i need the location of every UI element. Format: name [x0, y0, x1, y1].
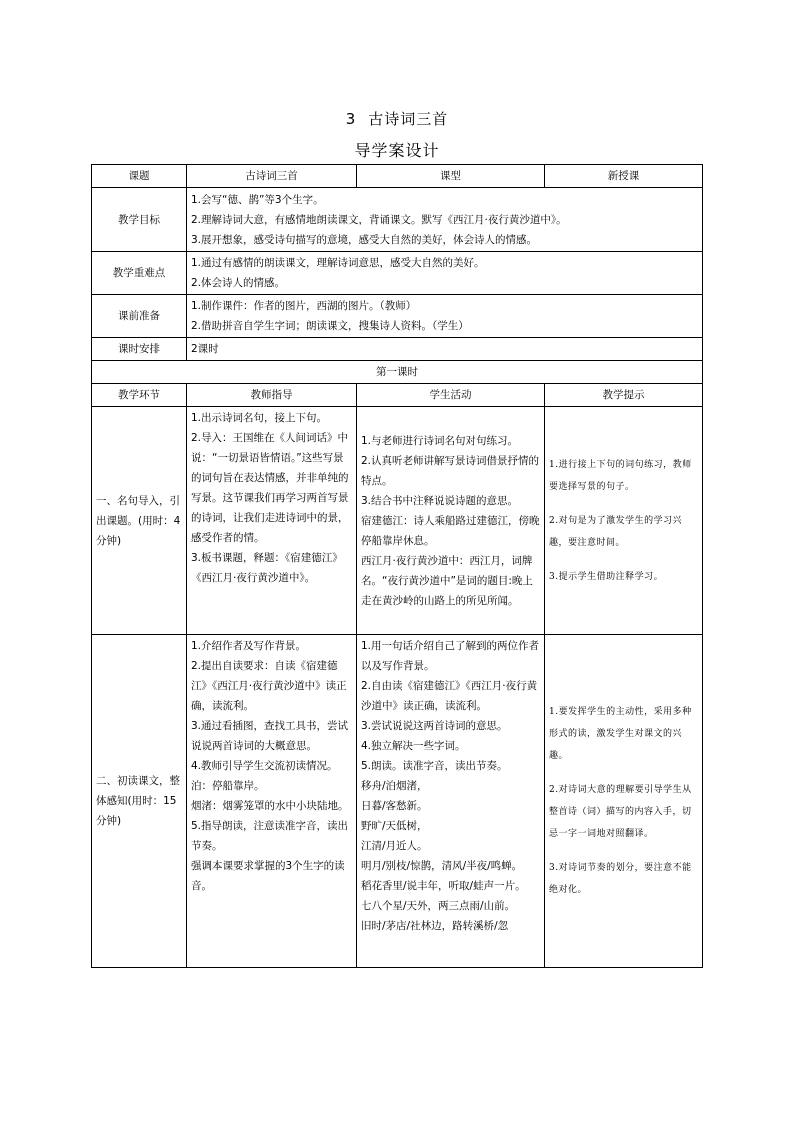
teacher-guidance [187, 635, 357, 968]
hint-item: 1.进行接上下句的词句练习，教师要选择写景的句子。 [549, 459, 692, 492]
teacher-item: 强调本课要求掌握的3个生字的读音。 [191, 860, 345, 892]
teacher-item: 4.教师引导学生交流初读情况。 [191, 760, 338, 772]
student-item: 旧时/茅店/社林边，路转溪桥/忽 [361, 920, 509, 932]
goals-label: 教学目标 [92, 188, 187, 252]
lesson1-title: 第一课时 [92, 361, 703, 384]
step-label: 一、名句导入，引出课题。(用时：4分钟) [92, 407, 187, 635]
teacher-item: 3.通过看插图，查找工具书，尝试说说两首诗词的大概意思。 [191, 720, 349, 752]
hint-item: 2.对句是为了激发学生的学习兴趣，要注意时间。 [549, 515, 683, 548]
teacher-item: 5.指导朗读，注意读准字音，读出节奏。 [191, 820, 349, 852]
teacher-item: 3.板书课题，释题：《宿建德江》《西江月·夜行黄沙道中》。 [191, 552, 343, 584]
student-activity [357, 407, 545, 635]
focus-item: 2.体会诗人的情感。 [191, 277, 286, 289]
lesson-title-row [92, 361, 703, 384]
teacher-item: 1.介绍作者及写作背景。 [191, 640, 307, 652]
topic-row [92, 165, 703, 188]
goals-list [187, 188, 703, 252]
student-item: 1.用一句话介绍自己了解到的两位作者以及写作背景。 [361, 640, 540, 672]
hint-item: 2.对诗词大意的理解要引导学生从整首诗（词）描写的内容入手，切忌一字一词地对照翻译。 [549, 785, 692, 839]
topic-label: 课题 [92, 165, 187, 188]
teacher-item: 2.导入：王国维在《人间词话》中说：“一切景语皆情语。”这些写景的词句旨在表达情感，并非单纯的写景。这节课我们再学习两首写景的诗词，让我们走进诗词中的景，感受作者的情。 [191, 432, 349, 544]
student-item: 明月/别枝/惊鹊，清风/半夜/鸣蝉。 [361, 860, 523, 872]
student-item: 1.与老师进行诗词名句对句练习。 [361, 434, 519, 447]
prep-item: 2.借助拼音自学生字词；朗读课文，搜集诗人资料。（学生） [191, 320, 469, 332]
goal-item: 2.理解诗词大意，有感情地朗读课文，背诵课文。默写《西江月·夜行黄沙道中》。 [191, 213, 567, 226]
teacher-item: 泊：停船靠岸。 [191, 780, 265, 792]
type-label: 课型 [357, 165, 545, 188]
col-header-step: 教学环节 [92, 384, 187, 407]
column-header-row [92, 384, 703, 407]
goals-row [92, 188, 703, 252]
student-item: 野旷/天低树， [361, 820, 428, 832]
col-header-teacher: 教师指导 [187, 384, 357, 407]
type-value: 新授课 [545, 165, 703, 188]
prep-label: 课前准备 [92, 295, 187, 338]
lesson-title-text: 古诗词三首 [368, 110, 449, 128]
doc-title: 导学案设计 [354, 141, 440, 160]
student-item: 七八个星/天外，两三点雨/山前。 [361, 900, 516, 912]
lesson-plan-table [91, 164, 703, 968]
teacher-guidance [187, 407, 357, 635]
student-item: 2.自由读《宿建德江》《西江月·夜行黄沙道中》读正确，读流利。 [361, 680, 538, 712]
lesson-number: 3 [345, 110, 357, 128]
hint-item: 3.提示学生借助注释学习。 [549, 571, 664, 582]
student-item: 3.结合书中注释说说诗题的意思。 [361, 494, 519, 507]
teacher-item: 2.提出自读要求：自读《宿建德江》《西江月·夜行黄沙道中》读正确，读流利。 [191, 660, 347, 712]
goal-item: 3.展开想象，感受诗句描写的意境，感受大自然的美好，体会诗人的情感。 [191, 233, 538, 246]
teaching-hints [545, 635, 703, 968]
student-item: 日暮/客愁新。 [361, 800, 428, 812]
teacher-item: 烟渚：烟雾笼罩的水中小块陆地。 [191, 800, 349, 812]
student-item: 3.尝试说说这两首诗词的意思。 [361, 720, 508, 732]
student-item: 5.朗读。读准字音，读出节奏。 [361, 760, 508, 772]
teaching-hints [545, 407, 703, 635]
student-item: 西江月·夜行黄沙道中：西江月，词牌名。“夜行黄沙道中”是词的题目:晚上走在黄沙岭的山路上的所见所闻。 [361, 554, 533, 607]
step-row-1 [92, 407, 703, 635]
col-header-student: 学生活动 [357, 384, 545, 407]
student-item: 江清/月近人。 [361, 840, 428, 852]
student-item: 2.认真听老师讲解写景诗词借景抒情的特点。 [361, 454, 540, 487]
hint-item: 3.对诗词节奏的划分，要注意不能绝对化。 [549, 863, 692, 895]
step-row-2 [92, 635, 703, 968]
hint-item: 1.要发挥学生的主动性，采用多种形式的读，激发学生对课文的兴趣。 [549, 707, 692, 761]
prep-list [187, 295, 703, 338]
focus-label: 教学重难点 [92, 252, 187, 295]
focus-row [92, 252, 703, 295]
prep-item: 1.制作课件：作者的图片，西湖的图片。（教师） [191, 300, 417, 312]
col-header-hints: 教学提示 [545, 384, 703, 407]
student-item: 宿建德江：诗人乘船路过建德江，傍晚停船靠岸休息。 [361, 514, 540, 547]
goal-item: 1.会写“德、鹊”等3个生字。 [191, 193, 324, 206]
lesson-title [0, 108, 794, 129]
focus-item: 1.通过有感情的朗读课文，理解诗词意思，感受大自然的美好。 [191, 257, 485, 269]
schedule-label: 课时安排 [92, 338, 187, 361]
student-activity [357, 635, 545, 968]
teacher-item: 1.出示诗词名句，接上下句。 [191, 412, 328, 424]
topic-value: 古诗词三首 [187, 165, 357, 188]
schedule-value: 2课时 [187, 338, 703, 361]
schedule-row [92, 338, 703, 361]
student-item: 移舟/泊烟渚， [361, 780, 428, 792]
step-label: 二、初读课文，整体感知(用时：15分钟) [92, 635, 187, 968]
focus-list [187, 252, 703, 295]
student-item: 稻花香里/说丰年，听取/蛙声一片。 [361, 880, 526, 892]
prep-row [92, 295, 703, 338]
student-item: 4.独立解决一些字词。 [361, 740, 466, 752]
